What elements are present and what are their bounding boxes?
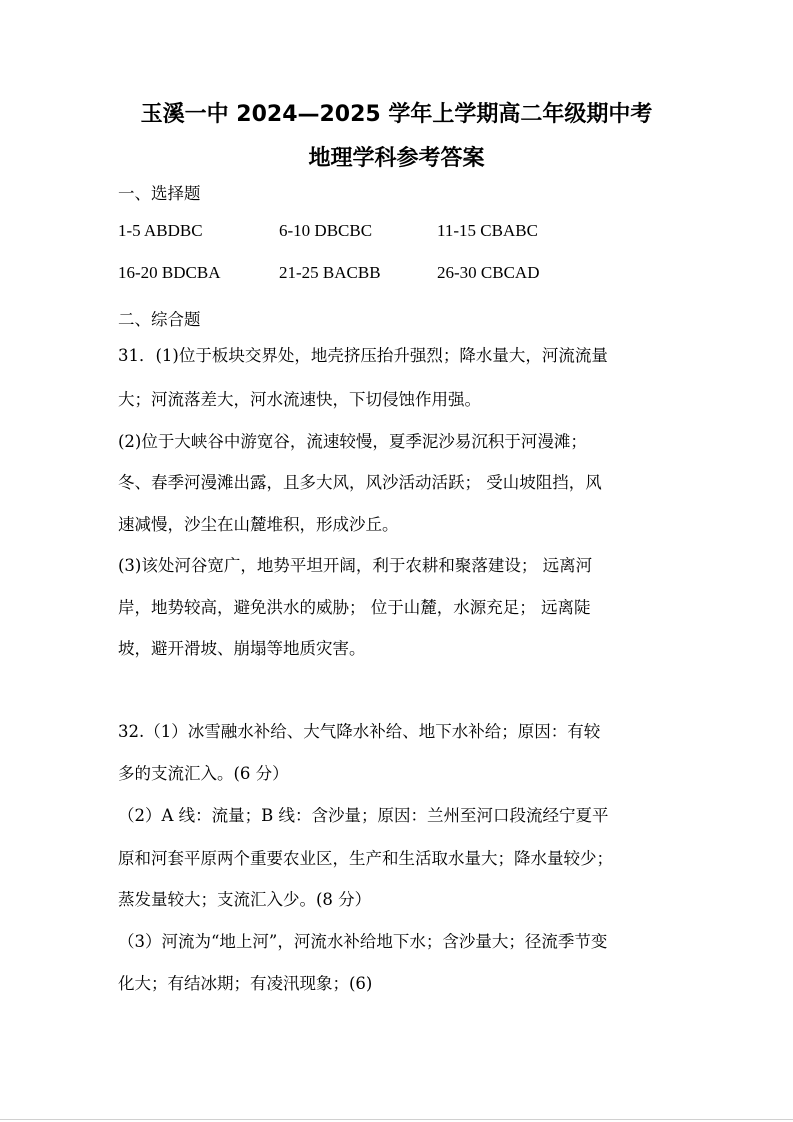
- q31-line: (2)位于大峡谷中游宽谷，流速较慢，夏季泥沙易沉积于河漫滩；: [118, 432, 587, 451]
- answer-group: 6-10 DBCBC: [279, 221, 373, 240]
- answer-group: 26-30 CBCAD: [437, 263, 540, 282]
- q31-line: (3)该处河谷宽广，地势平坦开阔，利于农耕和聚落建设； 远离河: [118, 556, 593, 575]
- q31-line: 速减慢，沙尘在山麓堆积，形成沙丘。: [118, 515, 399, 534]
- q32-line: 32.（1）冰雪融水补给、大气降水补给、地下水补给；原因：有较: [118, 722, 601, 741]
- page-title-line1: 玉溪一中 2024—2025 学年上学期高二年级期中考: [140, 102, 653, 127]
- q32-line: 原和河套平原两个重要农业区，生产和生活取水量大；降水量较少；: [118, 849, 613, 868]
- page-title-line2: 地理学科参考答案: [308, 146, 485, 171]
- answer-group: 1-5 ABDBC: [118, 221, 203, 240]
- q32-line: 化大；有结冰期；有凌汛现象；(6): [118, 974, 373, 993]
- q32-line: 多的支流汇入。(6 分）: [118, 764, 289, 783]
- answer-group: 11-15 CBABC: [437, 221, 538, 240]
- q31-line: 岸，地势较高，避免洪水的威胁； 位于山麓，水源充足； 远离陡: [118, 598, 591, 617]
- q31-line: 冬、春季河漫滩出露，且多大风，风沙活动活跃； 受山坡阻挡，风: [118, 473, 602, 492]
- q32-line: （3）河流为“地上河”，河流水补给地下水；含沙量大；径流季节变: [118, 932, 608, 951]
- q32-line: （2）A 线：流量；B 线：含沙量；原因：兰州至河口段流经宁夏平: [118, 806, 609, 825]
- page-bottom-divider: [0, 1119, 793, 1120]
- q31-line: 坡，避开滑坡、崩塌等地质灾害。: [118, 639, 366, 658]
- answer-group: 21-25 BACBB: [279, 263, 381, 282]
- section-heading-choice: 一、选择题: [118, 184, 201, 203]
- q32-line: 蒸发量较大；支流汇入少。(8 分）: [118, 890, 372, 909]
- section-heading-comprehensive: 二、综合题: [118, 310, 201, 329]
- q31-line: 31．(1)位于板块交界处，地壳挤压抬升强烈；降水量大，河流流量: [118, 346, 608, 365]
- q31-line: 大；河流落差大，河水流速快，下切侵蚀作用强。: [118, 390, 481, 409]
- answer-group: 16-20 BDCBA: [118, 263, 221, 282]
